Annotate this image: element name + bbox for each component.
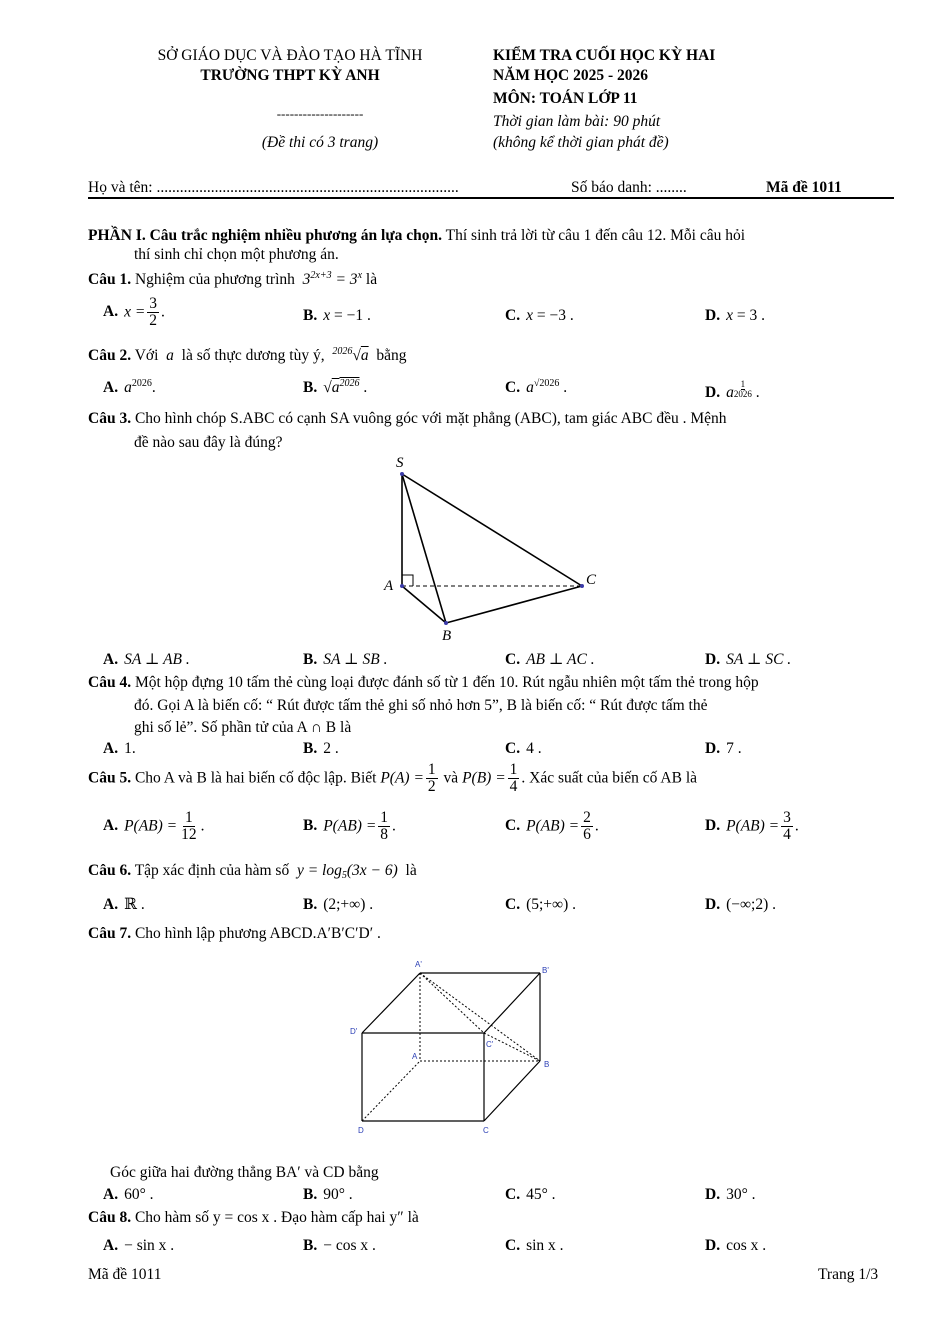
cube-label-D1: D' xyxy=(350,1027,358,1036)
footer-exam-code: Mã đề 1011 xyxy=(88,1266,162,1283)
q8-label: Câu 8. xyxy=(88,1209,132,1226)
point-C xyxy=(580,584,584,588)
student-id-field: Số báo danh: ........ xyxy=(571,179,687,196)
header-divider xyxy=(88,197,894,199)
q2-text-a: Với xyxy=(134,347,159,364)
q4-text: Một hộp đựng 10 tấm thẻ cùng loại được đánh số từ 1 đến 10. Rút ngẫu nhiên một tấm thẻ trong hộp xyxy=(134,674,759,691)
cube-label-A: A xyxy=(412,1052,418,1061)
q5-option-c[interactable]: C. P(AB) = $\frac{2}{6}$ . xyxy=(505,809,599,844)
cube-label-C: C xyxy=(483,1126,489,1135)
q7-text: Cho hình lập phương ABCD.A′B′C′D′ . xyxy=(134,925,381,942)
q2-label: Câu 2. xyxy=(88,347,132,364)
exam-code: Mã đề 1011 xyxy=(766,179,842,196)
time-note: (không kể thời gian phát đề) xyxy=(493,134,669,151)
subject: MÔN: TOÁN LỚP 11 xyxy=(493,90,638,107)
q4-option-c[interactable]: C. 4 . xyxy=(505,740,542,757)
cube-figure xyxy=(340,955,570,1140)
q7-label: Câu 7. xyxy=(88,925,132,942)
pages-note: (Đề thi có 3 trang) xyxy=(261,134,379,151)
q5-text-a: Cho A và B là hai biến cố độc lập. Biết xyxy=(134,769,377,787)
q7-question: Góc giữa hai đường thẳng BA′ và CD bằng xyxy=(110,1164,379,1181)
cube-label-D: D xyxy=(358,1126,364,1135)
school-year: NĂM HỌC 2025 - 2026 xyxy=(493,67,648,84)
question-4 xyxy=(88,673,759,692)
q3-option-d[interactable]: D. SA ⊥ SC . xyxy=(705,651,792,668)
q2-option-a[interactable]: A. $a^{2026}$. xyxy=(103,378,156,396)
student-name-field: Họ và tên: .............................................................................. xyxy=(88,179,459,196)
q4-text-cont: đó. Gọi A là biến cố: “ Rút được tấm thẻ ghi số nhỏ hơn 5”, B là biến cố: “ Rút được tấm thẻ xyxy=(134,697,708,714)
q8-option-b[interactable]: B. − cos x . xyxy=(303,1237,376,1254)
cube-label-B1: B' xyxy=(542,966,549,975)
q5-option-d[interactable]: D. P(AB) = $\frac{3}{4}$ . xyxy=(705,809,799,844)
label-C: C xyxy=(586,572,597,588)
q8-option-c[interactable]: C. sin x . xyxy=(505,1237,564,1254)
q6-option-a[interactable]: A. ℝ . xyxy=(103,896,145,913)
q2-radical: $^{2026}$√a xyxy=(332,346,369,364)
question-1 xyxy=(88,270,377,289)
q4-option-a[interactable]: A. 1. xyxy=(103,740,136,757)
point-S xyxy=(400,472,404,476)
q2-option-b[interactable]: B. $√a^{2026}$ . xyxy=(303,378,368,396)
q3-label: Câu 3. xyxy=(88,410,132,427)
edge-AB xyxy=(402,586,446,623)
q5-text-b: và xyxy=(443,769,459,787)
question-7 xyxy=(88,924,381,943)
question-2: Câu 2. Với a là số thực dương tùy ý, $^{2026}$√a bằng xyxy=(88,346,407,364)
department-name: SỞ GIÁO DỤC VÀ ĐÀO TẠO HÀ TĨNH xyxy=(157,47,423,64)
q4-option-b[interactable]: B. 2 . xyxy=(303,740,339,757)
pyramid-figure xyxy=(370,452,620,644)
question-5: Câu 5. Cho A và B là hai biến cố độc lập. Biết P(A) = $\frac{1}{2}$ và P(B) = $\frac{1}{4}$ . Xác suất của biến cố AB là xyxy=(88,761,698,796)
q3-option-c[interactable]: C. AB ⊥ AC . xyxy=(505,651,595,668)
header-dashes: -------------------- xyxy=(276,106,364,121)
label-S: S xyxy=(396,455,404,471)
part1-desc: Thí sinh trả lời từ câu 1 đến câu 12. Mỗi câu hỏi xyxy=(442,227,746,244)
q6-label: Câu 6. xyxy=(88,862,132,879)
q5-option-b[interactable]: B. P(AB) = $\frac{1}{8}$ . xyxy=(303,809,396,844)
q6-tail: là xyxy=(405,862,417,879)
label-A: A xyxy=(384,578,394,594)
q4-text-cont2: ghi số lẻ”. Số phần tử của A ∩ B là xyxy=(134,719,352,736)
q1-option-b[interactable]: B. x = −1 . xyxy=(303,307,371,324)
q2-text-c: bằng xyxy=(376,347,407,364)
point-B xyxy=(444,621,448,625)
q1-option-a[interactable]: A. x = $\frac{3}{2}$ . xyxy=(103,295,165,330)
q7-option-b[interactable]: B. 90° . xyxy=(303,1186,353,1203)
cube-label-C1: C' xyxy=(486,1040,494,1049)
part1-desc-cont: thí sinh chỉ chọn một phương án. xyxy=(134,246,339,263)
q3-text: Cho hình chóp S.ABC có cạnh SA vuông góc với mặt phẳng (ABC), tam giác ABC đều . Mệnh xyxy=(134,410,727,427)
q1-text: Nghiệm của phương trình xyxy=(134,271,295,288)
q2-text-b: là số thực dương tùy ý, xyxy=(181,347,325,364)
q1-label: Câu 1. xyxy=(88,271,132,288)
q8-option-d[interactable]: D. cos x . xyxy=(705,1237,767,1254)
footer-page-number: Trang 1/3 xyxy=(818,1266,879,1283)
q1-option-d[interactable]: D. x = 3 . xyxy=(705,307,765,324)
edge-SC xyxy=(402,474,582,586)
question-3 xyxy=(88,409,727,428)
cube-label-A1: A' xyxy=(415,960,422,969)
part1-title: PHẦN I. Câu trắc nghiệm nhiều phương án lựa chọn. xyxy=(88,227,443,244)
exam-title: KIỂM TRA CUỐI HỌC KỲ HAI xyxy=(493,47,716,64)
q7-option-c[interactable]: C. 45° . xyxy=(505,1186,556,1203)
q3-option-a[interactable]: A. SA ⊥ AB . xyxy=(103,651,190,668)
school-name: TRƯỜNG THPT KỲ ANH xyxy=(200,67,380,84)
q2-option-c[interactable]: C. $a^{√2026}$ . xyxy=(505,378,568,396)
edge-BC xyxy=(446,586,582,623)
q4-label: Câu 4. xyxy=(88,674,132,691)
q6-option-c[interactable]: C. (5;+∞) . xyxy=(505,896,576,913)
cube-label-B: B xyxy=(544,1060,550,1069)
part1-heading xyxy=(88,226,745,245)
point-A xyxy=(400,584,404,588)
q5-text-c: . Xác suất của biến cố AB là xyxy=(521,769,698,787)
label-B: B xyxy=(442,628,452,644)
q5-option-a[interactable]: A. P(AB) = $\frac{1}{12}$ . xyxy=(103,809,205,844)
q1-tail: là xyxy=(365,271,378,288)
q8-option-a[interactable]: A. − sin x . xyxy=(103,1237,175,1254)
q1-option-c[interactable]: C. x = −3 . xyxy=(505,307,574,324)
q2-option-d[interactable]: D. a $\frac{1}{2026}$ . xyxy=(705,379,760,401)
question-6: Câu 6. Tập xác định của hàm số $y = \log_5(3x - 6)$ là xyxy=(88,862,417,881)
q7-option-a[interactable]: A. 60° . xyxy=(103,1186,154,1203)
exam-time: Thời gian làm bài: 90 phút xyxy=(493,113,661,130)
q3-text-cont: đề nào sau đây là đúng? xyxy=(134,434,283,451)
q7-option-d[interactable]: D. 30° . xyxy=(705,1186,756,1203)
question-8 xyxy=(88,1208,419,1227)
q5-label: Câu 5. xyxy=(88,769,132,787)
right-angle-mark xyxy=(402,575,413,586)
q4-option-d[interactable]: D. 7 . xyxy=(705,740,742,757)
q6-option-d[interactable]: D. (−∞;2) . xyxy=(705,896,776,913)
q8-text: Cho hàm số y = cos x . Đạo hàm cấp hai y″ là xyxy=(134,1209,419,1226)
q6-option-b[interactable]: B. (2;+∞) . xyxy=(303,896,374,913)
q3-option-b[interactable]: B. SA ⊥ SB . xyxy=(303,651,388,668)
q6-text: Tập xác định của hàm số xyxy=(134,862,290,879)
q1-equation: $3^{2x+3} = 3^x$ xyxy=(298,270,363,288)
